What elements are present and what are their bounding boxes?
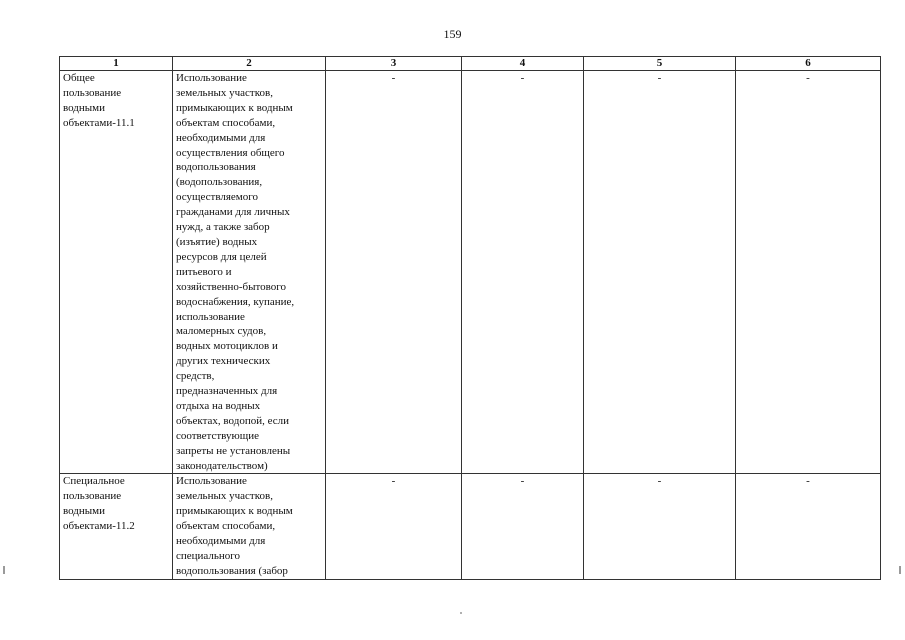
param-cell-4: -: [462, 71, 584, 474]
column-header-5: 5: [584, 57, 736, 71]
document-table: [59, 56, 881, 580]
scan-artifact-right: [899, 566, 901, 574]
param-cell-5: -: [584, 474, 736, 579]
land-use-description-cell: Использование земельных участков, примыкающих к водным объектам способами, необходимыми для специального водопользования (забор: [173, 474, 326, 579]
table-row: [60, 474, 881, 579]
table-header-row: [60, 57, 881, 71]
land-use-description-cell: Использование земельных участков, примыкающих к водным объектам способами, необходимыми для осуществления общего водопользования (водопользования, осуществляемого гражданами для личных нужд, а также забор (изъятие) водных ресурсов для целей питьевого и хозяйственно-бытового водоснабжения, купание, использование маломерных судов, водных мотоциклов и других технических средств, предназначенных для отдыха на водных объектах, водопой, если соответствующие запреты не установлены законодательством): [173, 71, 326, 474]
param-cell-6: -: [736, 71, 881, 474]
param-cell-6: -: [736, 474, 881, 579]
page-number: 159: [443, 27, 462, 41]
land-use-type-cell: Общее пользование водными объектами-11.1: [60, 71, 173, 474]
param-cell-5: -: [584, 71, 736, 474]
table-row: [60, 71, 881, 474]
scan-artifact-left: [3, 566, 5, 574]
column-header-4: 4: [462, 57, 584, 71]
scan-artifact-dot: [460, 612, 462, 614]
column-header-2: 2: [173, 57, 326, 71]
param-cell-3: -: [326, 474, 462, 579]
param-cell-3: -: [326, 71, 462, 474]
column-header-1: 1: [60, 57, 173, 71]
column-header-6: 6: [736, 57, 881, 71]
land-use-type-cell: Специальное пользование водными объектами-11.2: [60, 474, 173, 579]
column-header-3: 3: [326, 57, 462, 71]
param-cell-4: -: [462, 474, 584, 579]
